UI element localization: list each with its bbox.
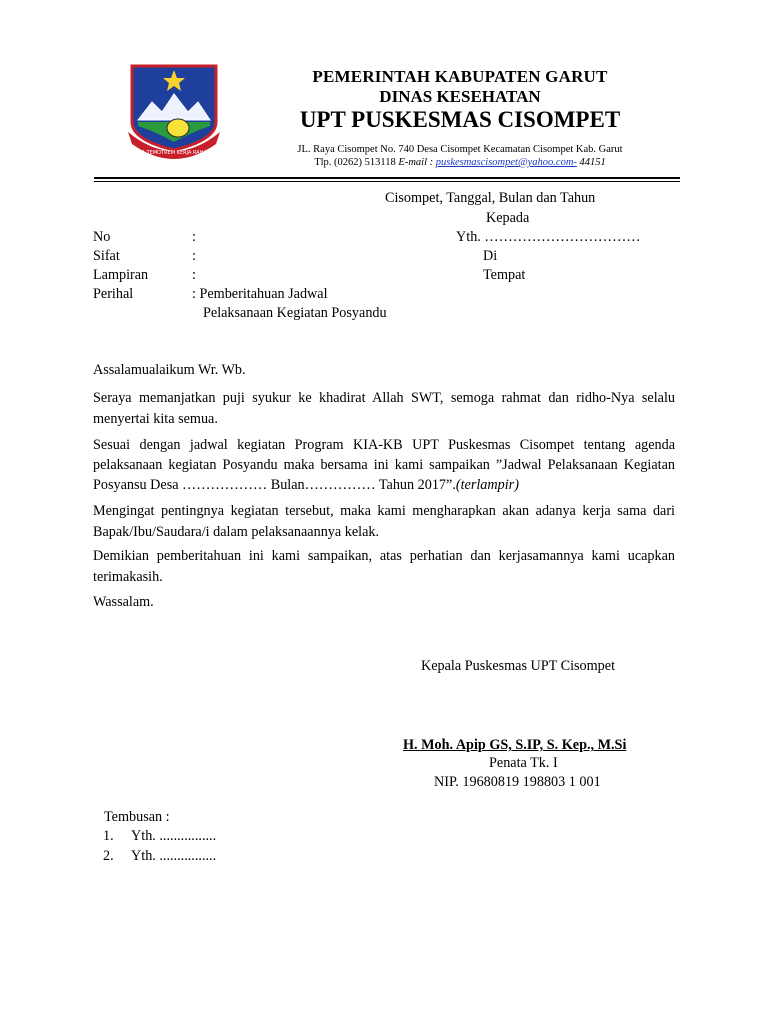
field-sifat-value: : <box>192 248 196 264</box>
paragraph-4: Demikian pemberitahuan ini kami sampaikan, atas perhatian dan kerjasamannya kami ucapkan terimakasih. <box>93 548 675 585</box>
tembusan-item-1: Yth. ................ <box>131 828 217 844</box>
signature-name: H. Moh. Apip GS, S.IP, S. Kep., M.Si <box>403 737 627 753</box>
email-label: E-mail : <box>398 157 434 168</box>
di-label: Di <box>483 248 498 264</box>
greeting: Assalamualaikum Wr. Wb. <box>93 362 246 378</box>
letterhead-line1: PEMERINTAH KABUPATEN GARUT <box>312 67 608 86</box>
paragraph-2 <box>93 435 675 495</box>
letterhead-contact <box>230 157 690 168</box>
perihal-line2: Pelaksanaan Kegiatan Posyandu <box>203 305 387 321</box>
logo-motto-text: DIA TEMOTREM KERJA RAHAJA <box>136 150 212 156</box>
letterhead-title: UPT PUSKESMAS CISOMPET <box>299 107 621 132</box>
tembusan-number-1: 1. <box>103 828 114 844</box>
email-link[interactable]: puskesmascisompet@yahoo.com- <box>435 157 577 168</box>
signature-nip: NIP. 19680819 198803 1 001 <box>434 774 601 790</box>
field-perihal-value: : Pemberitahuan Jadwal <box>192 286 328 302</box>
field-sifat-label: Sifat <box>93 248 120 264</box>
phone-text: Tlp. (0262) 513118 <box>314 157 396 168</box>
tembusan-item-2: Yth. ................ <box>131 848 217 864</box>
signature-rank: Penata Tk. I <box>489 755 558 771</box>
header-rule-thick <box>94 177 680 179</box>
terlampir-note: (terlampir) <box>455 477 519 493</box>
garut-logo <box>122 62 226 168</box>
tembusan-label: Tembusan : <box>104 809 170 825</box>
field-lampiran-label: Lampiran <box>93 267 149 283</box>
kepada-label: Kepada <box>486 210 530 226</box>
yth-recipient: Yth. …………………………… <box>456 229 641 245</box>
tembusan-number-2: 2. <box>103 848 114 864</box>
place-date: Cisompet, Tanggal, Bulan dan Tahun <box>385 190 596 206</box>
letterhead-line2: DINAS KESEHATAN <box>379 87 541 106</box>
paragraph-2-text: Sesuai dengan jadwal kegiatan Program KIA-KB UPT Puskesmas Cisompet tentang agenda pelaksanaan kegiatan Posyandu maka bersama ini kami sampaikan ”Jadwal Pelaksanaan Kegiatan Posyansu Desa ……………… Bulan…………… Tahun 2017”. <box>93 437 675 493</box>
field-lampiran-value: : <box>192 267 196 283</box>
letterhead-address: JL. Raya Cisompet No. 740 Desa Cisompet Kecamatan Cisompet Kab. Garut <box>297 144 623 155</box>
signature-title: Kepala Puskesmas UPT Cisompet <box>421 658 616 674</box>
tempat-label: Tempat <box>483 267 526 283</box>
field-no-label: No <box>93 229 111 245</box>
header-rule-thin <box>94 181 680 182</box>
closing: Wassalam. <box>93 594 154 610</box>
postal-code: 44151 <box>579 157 606 168</box>
field-no-value: : <box>192 229 196 245</box>
field-perihal-label: Perihal <box>93 286 134 302</box>
paragraph-1: Seraya memanjatkan puji syukur ke khadirat Allah SWT, semoga rahmat dan ridho-Nya selalu menyertai kita semua. <box>93 390 675 427</box>
paragraph-3: Mengingat pentingnya kegiatan tersebut, maka kami mengharapkan akan adanya kerja sama dari Bapak/Ibu/Saudara/i dalam pelaksanaannya kelak. <box>93 503 675 540</box>
